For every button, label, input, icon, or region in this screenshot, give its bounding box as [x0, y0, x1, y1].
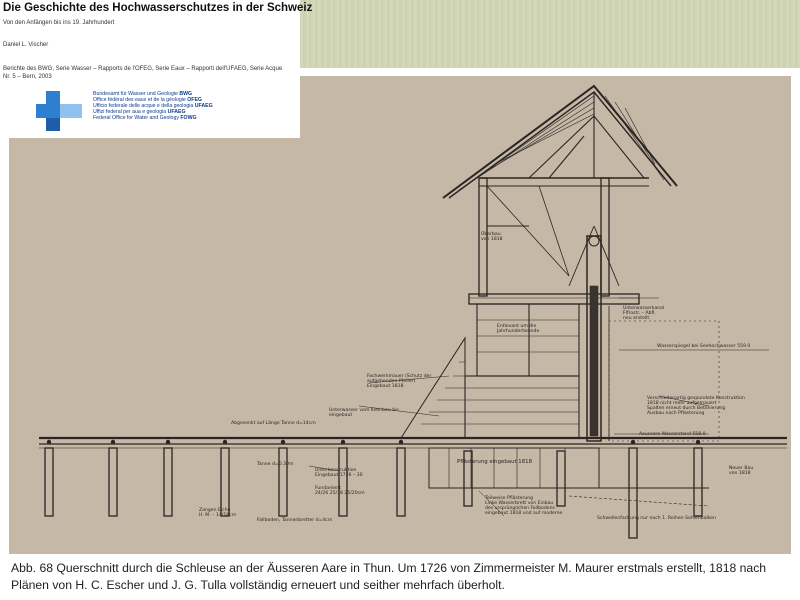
- agency-names: Bundesamt für Wasser und Geologie BWG Office fédéral des eaux et de la géologie OFEG Ufficio federale delle acque e della geologia UFAEG Uffizi federal per aua e geologia UFAEG Federal Office for Water and Geology FOWG: [93, 91, 213, 122]
- pilings: [45, 448, 702, 538]
- label-unterwasserkanal: Unterwasserkanal Flfrostr. – Abfl. neu erstellt: [623, 306, 665, 321]
- pier-upper: [477, 304, 579, 376]
- label-ueberbau: Überbau von 1818: [481, 232, 503, 242]
- label-entlevant: Entlevant um die Jahrhundertwende: [497, 324, 540, 334]
- label-fundament: Fundament 24/26 25/18 25/20cm: [315, 486, 365, 496]
- pier-lower: [465, 376, 579, 438]
- label-verbau: Verschiedenartig gespundete Konstruktion 1818 nicht mehr aufgemauert Spalten erneut durch Betonierung Ausbau nach Pflasterung: [647, 396, 745, 416]
- label-schwellen: Schwellenfachung nur nach 1. Reihen Sohlenbalken: [597, 516, 717, 521]
- label-neuer-bau: Neuer Bau von 1818: [729, 466, 754, 476]
- publication-author: Daniel L. Vischer: [3, 42, 49, 48]
- banner-texture: [300, 0, 800, 68]
- roof-outline: [443, 86, 677, 198]
- publication-title: Die Geschichte des Hochwasserschutzes in der Schweiz: [3, 2, 313, 14]
- upper-platform: [469, 294, 639, 304]
- label-aeussere-wasserstand: Aeussere Wasserstand 558.0: [639, 432, 706, 437]
- label-unterwasser: Unterwasser vom Kleinbau bis eingebaut: [329, 408, 399, 418]
- gate-chain: [590, 286, 598, 436]
- label-teilweise-pflaesterung: Teilweise Pflästerung Linke Wasserbrett von Einbau des ursprünglichen Fallbodens eingebaut 1818 und auf moderne: [485, 496, 563, 516]
- right-backfill: [609, 321, 719, 441]
- foundation-block: [429, 448, 599, 488]
- label-fallboden: Fallboden, Tannenbretter d=4cm: [257, 518, 333, 523]
- tower-post-right: [601, 178, 609, 296]
- figure-caption: Abb. 68 Querschnitt durch die Schleuse an der Äusseren Aare in Thun. Um 1726 von Zimmermeister M. Maurer erstmals erstellt, 1818 nach Plänen von H. C. Escher und J. G. Tulla vollständig erneuert und seither mehrfach überholt.: [11, 561, 767, 592]
- publication-subtitle: Von den Anfängen bis ins 19. Jahrhundert: [3, 20, 115, 26]
- drawing-svg: [9, 76, 791, 554]
- swiss-confederation-logo-icon: [36, 91, 84, 131]
- pier-courses: [465, 320, 579, 424]
- cross-section-drawing: [9, 76, 791, 554]
- label-fachwerk: Fachwerkmauer (Schutz der aufgehenden Pfeiler) Eingebaut 1818: [367, 374, 432, 389]
- label-unterkonstruktion: Unterkonstruktion Eingebaut 1726 – 30: [315, 468, 363, 478]
- publication-series: Berichte des BWG, Serie Wasser – Rapports de l'OFEG, Serie Eaux – Rapporti dell'UFAEG, Serie Acque Nr. 5 – Bern, 2003: [3, 66, 283, 80]
- label-tanne: Tanne d=0.30m: [257, 462, 294, 467]
- label-wasserspiegel: Wasserspiegel bei Seehochwasser 559.0: [657, 344, 751, 349]
- publication-header: [0, 0, 313, 138]
- label-abgesenkt: Abgesenkt auf Länge Tanne d=14cm: [231, 421, 316, 426]
- label-pflaesterung: Pflästerung eingebaut 1818: [457, 459, 533, 465]
- label-zangen: Zangen Eiche H. M. – 14/18cm: [199, 508, 237, 518]
